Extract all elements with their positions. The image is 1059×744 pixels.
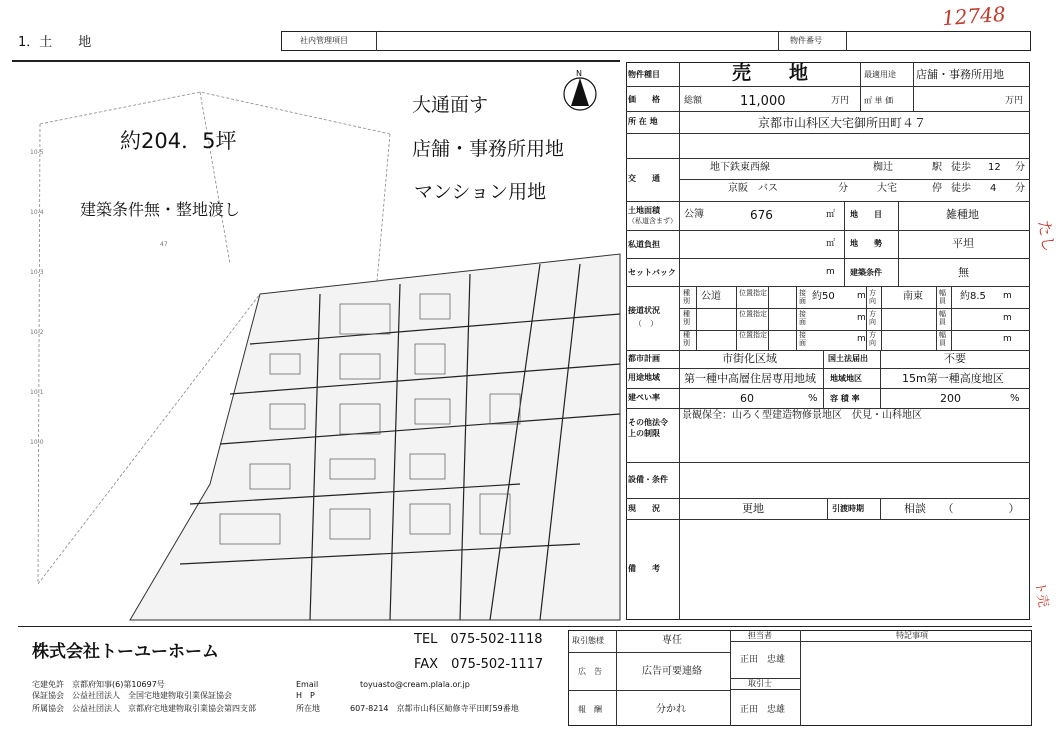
hp-label: H P bbox=[296, 691, 315, 700]
address: 607-8214 京都市山科区勧修寺平田町59番地 bbox=[350, 704, 519, 713]
type-value: 売 地 bbox=[732, 62, 809, 84]
road-label: 接道状況 bbox=[628, 306, 660, 315]
chisei-label: 地 勢 bbox=[850, 239, 882, 248]
bcr-value: 60 bbox=[740, 392, 754, 405]
section-title: 1．土 地 bbox=[18, 35, 92, 50]
status-label: 現 況 bbox=[628, 504, 660, 513]
road-sub: （ ） bbox=[634, 319, 658, 328]
bcr-unit: % bbox=[808, 393, 818, 404]
email-label: Email bbox=[296, 680, 319, 689]
feature-3: マンション用地 bbox=[414, 181, 547, 203]
road-frontage-1: 約50 bbox=[812, 291, 835, 302]
line-2: 京阪 バス bbox=[728, 183, 778, 194]
frontage-label-2: 接面 bbox=[799, 310, 806, 326]
svg-text:10-5: 10-5 bbox=[30, 149, 44, 156]
min-label-1: 分 bbox=[1015, 162, 1025, 173]
property-no-label: 物件番号 bbox=[790, 36, 822, 45]
tel: TEL 075-502-1118 bbox=[414, 632, 543, 647]
type-label: 物件種目 bbox=[628, 70, 660, 79]
location-value: 京都市山科区大宅御所田町４７ bbox=[758, 116, 927, 130]
fee-label: 報 酬 bbox=[578, 705, 602, 714]
margin-note-2: ト売 bbox=[1031, 580, 1051, 609]
management-bar bbox=[281, 31, 1031, 51]
area-text: 約204．5坪 bbox=[120, 129, 237, 153]
land-area-type: 公簿 bbox=[684, 209, 704, 220]
unit-price-unit: 万円 bbox=[1005, 96, 1024, 106]
direction-label-3: 方向 bbox=[869, 331, 876, 347]
ad-value: 広告可要連絡 bbox=[642, 666, 702, 677]
fax: FAX 075-502-1117 bbox=[414, 657, 544, 672]
stop-label: 停 bbox=[932, 183, 942, 194]
status-value: 更地 bbox=[742, 502, 764, 515]
feature-2: 店舗・事務所用地 bbox=[412, 138, 565, 160]
direction-label-1: 方向 bbox=[869, 289, 876, 305]
width-unit-3: m bbox=[1003, 334, 1012, 344]
company-name: 株式会社トーユーホーム bbox=[32, 642, 219, 662]
person-value: 正田 忠雄 bbox=[740, 655, 786, 665]
other-restrictions-value: 景観保全：山ろく型建造物修景地区 伏見・山科地区 bbox=[682, 410, 922, 421]
price-label: 価 格 bbox=[628, 95, 660, 104]
frontage-label-1: 接面 bbox=[799, 289, 806, 305]
svg-text:10-3: 10-3 bbox=[30, 269, 44, 276]
breadth-label-3: 幅員 bbox=[939, 331, 946, 347]
north-arrow-icon bbox=[564, 69, 596, 110]
svg-text:10-0: 10-0 bbox=[30, 439, 44, 446]
zoning-label: 用途地域 bbox=[628, 373, 660, 382]
width-unit-2: m bbox=[1003, 313, 1012, 323]
deal-label: 取引態様 bbox=[572, 636, 604, 645]
road-type-label-3: 種別 bbox=[683, 331, 690, 347]
facilities-label: 設備・条件 bbox=[628, 475, 668, 484]
svg-text:47: 47 bbox=[160, 241, 168, 248]
notify-value: 不要 bbox=[944, 352, 966, 365]
price-value: 11,000 bbox=[740, 94, 786, 109]
road-direction-1: 南東 bbox=[903, 291, 923, 302]
deal-value: 専任 bbox=[662, 635, 682, 646]
min-label-2: 分 bbox=[1015, 183, 1025, 194]
ad-label: 広 告 bbox=[578, 667, 602, 676]
agent-value: 正田 忠雄 bbox=[740, 705, 786, 715]
special-label: 特記事項 bbox=[896, 631, 928, 640]
margin-note-1: たし bbox=[1034, 218, 1059, 254]
building-cond-value: 無 bbox=[958, 266, 969, 279]
road-width-1: 約8.5 bbox=[960, 291, 986, 302]
setback-unit: m bbox=[826, 267, 835, 277]
far-value: 200 bbox=[940, 392, 961, 405]
fee-value: 分かれ bbox=[656, 704, 686, 715]
frontage-unit-1: m bbox=[857, 291, 866, 301]
road-type-label-1: 種別 bbox=[683, 289, 690, 305]
traffic-label: 交 通 bbox=[628, 174, 660, 183]
license: 宅建免許 京都府知事(6)第10697号 bbox=[32, 680, 165, 689]
bcr-label: 建ぺい率 bbox=[628, 393, 660, 402]
land-area-unit: ㎡ bbox=[826, 210, 836, 220]
person-label: 担当者 bbox=[748, 631, 772, 640]
frontage-label-3: 接面 bbox=[799, 331, 806, 347]
line-1: 地下鉄東西線 bbox=[710, 162, 770, 173]
price-total-label: 総額 bbox=[684, 96, 703, 106]
station-label: 駅 bbox=[932, 162, 942, 173]
svg-text:10-1: 10-1 bbox=[30, 389, 44, 396]
far-unit: % bbox=[1010, 393, 1020, 404]
breadth-label-2: 幅員 bbox=[939, 310, 946, 326]
use-label: 最適用途 bbox=[864, 70, 896, 79]
far-label: 容 積 率 bbox=[830, 394, 860, 403]
svg-text:10-2: 10-2 bbox=[30, 329, 44, 336]
handover-value: 相談 （ ） bbox=[904, 502, 1020, 515]
position-label-2: 位置指定 bbox=[739, 310, 767, 318]
other-restrictions-label: その他法令上の制限 bbox=[628, 418, 668, 438]
svg-text:N: N bbox=[576, 69, 582, 78]
footer-rule bbox=[18, 626, 1032, 627]
bus-min-label: 分 bbox=[838, 183, 848, 194]
agent-label: 取引士 bbox=[748, 679, 772, 688]
station-1: 椥辻 bbox=[873, 162, 893, 173]
road-type-label-2: 種別 bbox=[683, 310, 690, 326]
email[interactable]: toyuasto@cream.plala.or.jp bbox=[360, 680, 470, 689]
city-plan-value: 市街化区域 bbox=[722, 352, 777, 365]
position-label-3: 位置指定 bbox=[739, 331, 767, 339]
address-label: 所在地 bbox=[296, 704, 320, 713]
stop-2: 大宅 bbox=[877, 183, 897, 194]
handover-label: 引渡時期 bbox=[832, 504, 864, 513]
land-area-sub: （私道含まず） bbox=[628, 217, 677, 225]
district-label: 地域地区 bbox=[830, 374, 862, 383]
zoning-value: 第一種中高層住居専用地域 bbox=[684, 372, 816, 385]
direction-label-2: 方向 bbox=[869, 310, 876, 326]
unit-price-label: ㎡ 単 価 bbox=[864, 96, 894, 105]
breadth-label-1: 幅員 bbox=[939, 289, 946, 305]
walk-label-2: 徒歩 bbox=[951, 183, 971, 194]
use-value: 店舗・事務所用地 bbox=[916, 68, 1004, 81]
chisei-value: 平坦 bbox=[952, 237, 974, 250]
guarantee: 保証協会 公益社団法人 全国宅地建物取引業保証協会 bbox=[32, 691, 232, 700]
width-unit-1: m bbox=[1003, 291, 1012, 301]
feature-1: 大通面す bbox=[412, 94, 489, 116]
position-label-1: 位置指定 bbox=[739, 289, 767, 297]
frontage-unit-3: m bbox=[857, 334, 866, 344]
private-road-unit: ㎡ bbox=[826, 239, 836, 249]
remarks-label: 備 考 bbox=[628, 564, 660, 573]
walk-1: 12 bbox=[988, 162, 1001, 173]
svg-text:10-4: 10-4 bbox=[30, 209, 44, 216]
walk-2: 4 bbox=[990, 183, 997, 194]
private-road-label: 私道負担 bbox=[628, 240, 660, 249]
location-label: 所 在 地 bbox=[628, 117, 658, 126]
internal-label: 社内管理項目 bbox=[300, 36, 348, 45]
chimoku-label: 地 目 bbox=[850, 210, 882, 219]
frontage-unit-2: m bbox=[857, 313, 866, 323]
section-underline bbox=[12, 60, 620, 62]
district-value: 15m第一種高度地区 bbox=[902, 372, 1004, 385]
association: 所属協会 公益社団法人 京都府宅地建物取引業協会第四支部 bbox=[32, 704, 256, 713]
chimoku-value: 雑種地 bbox=[946, 208, 979, 221]
condition-text: 建築条件無・整地渡し bbox=[80, 200, 241, 219]
walk-label-1: 徒歩 bbox=[951, 162, 971, 173]
setback-label: セットバック bbox=[628, 268, 676, 277]
building-cond-label: 建築条件 bbox=[850, 268, 882, 277]
land-area-label: 土地面積 bbox=[628, 206, 660, 215]
price-unit: 万円 bbox=[831, 96, 850, 106]
notify-label: 国土法届出 bbox=[828, 354, 868, 363]
land-area-value: 676 bbox=[750, 208, 773, 222]
road-type-1: 公道 bbox=[701, 291, 721, 302]
city-plan-label: 都市計画 bbox=[628, 354, 660, 363]
handwritten-number: 12748 bbox=[941, 1, 1007, 31]
